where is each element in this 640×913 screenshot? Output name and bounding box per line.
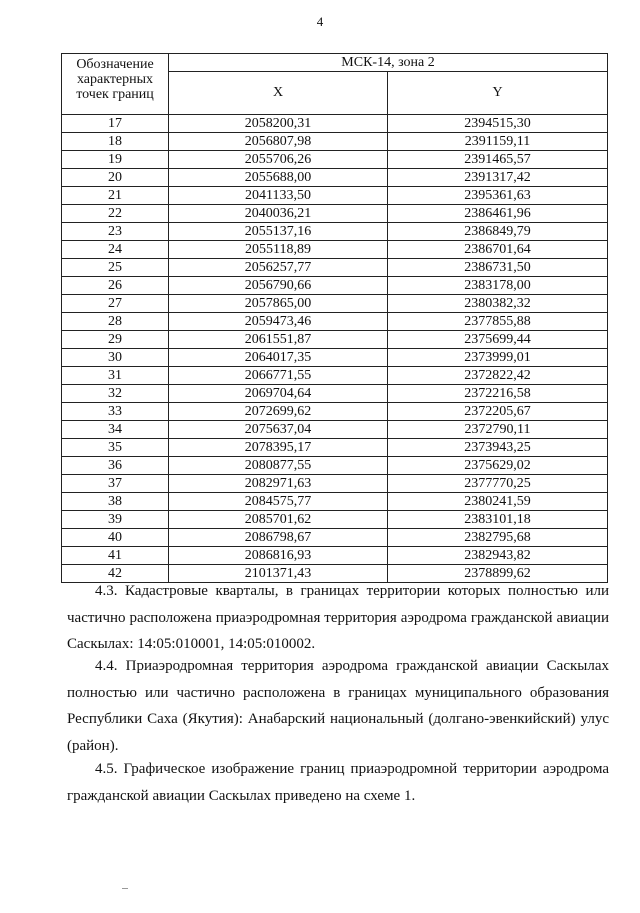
x-coordinate-cell: 2058200,31 xyxy=(169,115,388,133)
y-coordinate-cell: 2395361,63 xyxy=(388,187,608,205)
paragraph-4-3-text: 4.3. Кадастровые кварталы, в границах территории которых полностью или частично расположена приаэродромная территория аэродрома гражданской авиации Саскылах: 14:05:010001, 14:05:010002. xyxy=(67,583,609,652)
table-row xyxy=(62,259,608,277)
x-coordinate-cell: 2057865,00 xyxy=(169,295,388,313)
table-row xyxy=(62,313,608,331)
point-number-cell: 24 xyxy=(62,241,169,259)
table-row xyxy=(62,151,608,169)
table-row xyxy=(62,367,608,385)
table-row xyxy=(62,457,608,475)
point-number-cell: 38 xyxy=(62,493,169,511)
y-coordinate-cell: 2372822,42 xyxy=(388,367,608,385)
x-coordinate-cell: 2078395,17 xyxy=(169,439,388,457)
paragraph-4-5 xyxy=(67,756,609,809)
y-coordinate-cell: 2391317,42 xyxy=(388,169,608,187)
header-point-designation: Обозначение характерных точек границ xyxy=(62,54,169,115)
table-row xyxy=(62,511,608,529)
table-row xyxy=(62,331,608,349)
x-coordinate-cell: 2086798,67 xyxy=(169,529,388,547)
y-coordinate-cell: 2373999,01 xyxy=(388,349,608,367)
point-number-cell: 20 xyxy=(62,169,169,187)
table-row xyxy=(62,547,608,565)
y-coordinate-cell: 2378899,62 xyxy=(388,565,608,583)
paragraph-4-3 xyxy=(67,578,609,658)
point-number-cell: 23 xyxy=(62,223,169,241)
x-coordinate-cell: 2086816,93 xyxy=(169,547,388,565)
x-coordinate-cell: 2056790,66 xyxy=(169,277,388,295)
table-row xyxy=(62,529,608,547)
y-coordinate-cell: 2377770,25 xyxy=(388,475,608,493)
point-number-cell: 21 xyxy=(62,187,169,205)
coordinates-table xyxy=(61,53,608,583)
point-number-cell: 31 xyxy=(62,367,169,385)
table-row xyxy=(62,205,608,223)
table-row xyxy=(62,187,608,205)
x-coordinate-cell: 2075637,04 xyxy=(169,421,388,439)
y-coordinate-cell: 2375629,02 xyxy=(388,457,608,475)
table-row xyxy=(62,169,608,187)
table-row xyxy=(62,295,608,313)
x-coordinate-cell: 2069704,64 xyxy=(169,385,388,403)
y-coordinate-cell: 2382795,68 xyxy=(388,529,608,547)
point-number-cell: 19 xyxy=(62,151,169,169)
point-number-cell: 22 xyxy=(62,205,169,223)
y-coordinate-cell: 2386731,50 xyxy=(388,259,608,277)
y-coordinate-cell: 2386701,64 xyxy=(388,241,608,259)
point-number-cell: 42 xyxy=(62,565,169,583)
y-coordinate-cell: 2391159,11 xyxy=(388,133,608,151)
point-number-cell: 28 xyxy=(62,313,169,331)
table-row xyxy=(62,241,608,259)
y-coordinate-cell: 2394515,30 xyxy=(388,115,608,133)
y-coordinate-cell: 2377855,88 xyxy=(388,313,608,331)
point-number-cell: 33 xyxy=(62,403,169,421)
point-number-cell: 18 xyxy=(62,133,169,151)
point-number-cell: 29 xyxy=(62,331,169,349)
y-coordinate-cell: 2383178,00 xyxy=(388,277,608,295)
x-coordinate-cell: 2066771,55 xyxy=(169,367,388,385)
x-coordinate-cell: 2055688,00 xyxy=(169,169,388,187)
table-row xyxy=(62,475,608,493)
x-coordinate-cell: 2055137,16 xyxy=(169,223,388,241)
point-number-cell: 26 xyxy=(62,277,169,295)
x-coordinate-cell: 2101371,43 xyxy=(169,565,388,583)
y-coordinate-cell: 2380241,59 xyxy=(388,493,608,511)
y-coordinate-cell: 2391465,57 xyxy=(388,151,608,169)
x-coordinate-cell: 2056257,77 xyxy=(169,259,388,277)
y-coordinate-cell: 2375699,44 xyxy=(388,331,608,349)
y-coordinate-cell: 2383101,18 xyxy=(388,511,608,529)
table-row xyxy=(62,349,608,367)
point-number-cell: 25 xyxy=(62,259,169,277)
table-row xyxy=(62,421,608,439)
table-row xyxy=(62,493,608,511)
table-body xyxy=(62,115,608,583)
y-coordinate-cell: 2373943,25 xyxy=(388,439,608,457)
paragraph-4-4 xyxy=(67,653,609,759)
table-row xyxy=(62,223,608,241)
x-coordinate-cell: 2056807,98 xyxy=(169,133,388,151)
point-number-cell: 34 xyxy=(62,421,169,439)
x-coordinate-cell: 2064017,35 xyxy=(169,349,388,367)
point-number-cell: 40 xyxy=(62,529,169,547)
y-coordinate-cell: 2372205,67 xyxy=(388,403,608,421)
point-number-cell: 37 xyxy=(62,475,169,493)
point-number-cell: 41 xyxy=(62,547,169,565)
scan-mark xyxy=(122,888,128,889)
paragraph-4-4-text: 4.4. Приаэродромная территория аэродрома гражданской авиации Саскылах полностью или частично расположена в границах муниципального образования Республики Саха (Якутия): Анабарский национальный (долгано-эвенкийский) улус (район). xyxy=(67,658,609,754)
table-row xyxy=(62,403,608,421)
y-coordinate-cell: 2372216,58 xyxy=(388,385,608,403)
y-coordinate-cell: 2372790,11 xyxy=(388,421,608,439)
point-number-cell: 32 xyxy=(62,385,169,403)
table-row xyxy=(62,133,608,151)
header-x: X xyxy=(169,72,388,115)
y-coordinate-cell: 2382943,82 xyxy=(388,547,608,565)
point-number-cell: 30 xyxy=(62,349,169,367)
x-coordinate-cell: 2085701,62 xyxy=(169,511,388,529)
x-coordinate-cell: 2055118,89 xyxy=(169,241,388,259)
x-coordinate-cell: 2041133,50 xyxy=(169,187,388,205)
point-number-cell: 35 xyxy=(62,439,169,457)
paragraph-4-5-text: 4.5. Графическое изображение границ приаэродромной территории аэродрома гражданской авиации Саскылах приведено на схеме 1. xyxy=(67,761,609,804)
y-coordinate-cell: 2386849,79 xyxy=(388,223,608,241)
point-number-cell: 17 xyxy=(62,115,169,133)
header-y: Y xyxy=(388,72,608,115)
table-row xyxy=(62,277,608,295)
y-coordinate-cell: 2386461,96 xyxy=(388,205,608,223)
table-row xyxy=(62,385,608,403)
x-coordinate-cell: 2040036,21 xyxy=(169,205,388,223)
table-row xyxy=(62,115,608,133)
x-coordinate-cell: 2082971,63 xyxy=(169,475,388,493)
point-number-cell: 27 xyxy=(62,295,169,313)
page-number: 4 xyxy=(316,14,324,29)
point-number-cell: 36 xyxy=(62,457,169,475)
x-coordinate-cell: 2072699,62 xyxy=(169,403,388,421)
table-row xyxy=(62,439,608,457)
x-coordinate-cell: 2055706,26 xyxy=(169,151,388,169)
y-coordinate-cell: 2380382,32 xyxy=(388,295,608,313)
point-number-cell: 39 xyxy=(62,511,169,529)
x-coordinate-cell: 2059473,46 xyxy=(169,313,388,331)
header-coordinate-system: МСК-14, зона 2 xyxy=(169,54,608,72)
x-coordinate-cell: 2084575,77 xyxy=(169,493,388,511)
x-coordinate-cell: 2080877,55 xyxy=(169,457,388,475)
x-coordinate-cell: 2061551,87 xyxy=(169,331,388,349)
